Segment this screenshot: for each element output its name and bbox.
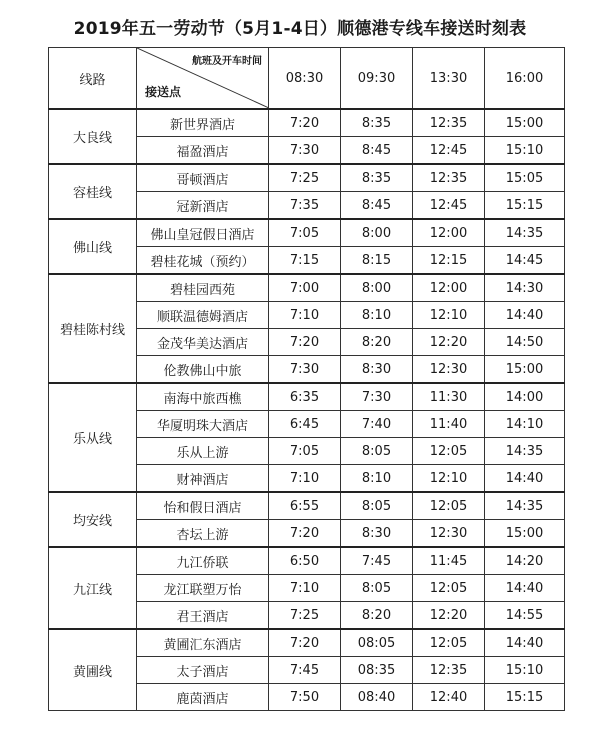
route-line-name: 佛山线	[49, 219, 137, 274]
departure-time-cell: 14:40	[485, 629, 565, 657]
pickup-stop: 南海中旅西樵	[137, 383, 269, 411]
pickup-stop: 财神酒店	[137, 465, 269, 493]
departure-time-cell: 6:50	[269, 547, 341, 575]
departure-time-cell: 8:20	[341, 602, 413, 630]
pickup-stop: 君王酒店	[137, 602, 269, 630]
departure-time-cell: 14:35	[485, 219, 565, 247]
departure-time-cell: 12:20	[413, 329, 485, 356]
departure-time-cell: 14:35	[485, 492, 565, 520]
departure-time-cell: 7:45	[269, 657, 341, 684]
departure-time-cell: 7:10	[269, 575, 341, 602]
header-time-4: 16:00	[485, 48, 565, 110]
departure-time-cell: 14:30	[485, 274, 565, 302]
table-row	[49, 547, 565, 575]
header-diagonal-cell	[137, 48, 269, 110]
departure-time-cell: 7:35	[269, 192, 341, 220]
departure-time-cell: 8:35	[341, 164, 413, 192]
pickup-stop: 碧桂花城（预约）	[137, 247, 269, 275]
departure-time-cell: 7:25	[269, 602, 341, 630]
departure-time-cell: 7:30	[269, 356, 341, 384]
table-row	[49, 629, 565, 657]
departure-time-cell: 12:00	[413, 274, 485, 302]
departure-time-cell: 8:45	[341, 192, 413, 220]
departure-time-cell: 14:20	[485, 547, 565, 575]
route-line-name: 均安线	[49, 492, 137, 547]
table-row	[49, 492, 565, 520]
departure-time-cell: 8:05	[341, 575, 413, 602]
departure-time-cell: 15:10	[485, 137, 565, 165]
departure-time-cell: 12:10	[413, 465, 485, 493]
departure-time-cell: 12:35	[413, 657, 485, 684]
pickup-stop: 乐从上游	[137, 438, 269, 465]
route-line-name: 大良线	[49, 109, 137, 164]
departure-time-cell: 14:00	[485, 383, 565, 411]
pickup-stop: 冠新酒店	[137, 192, 269, 220]
pickup-stop: 金茂华美达酒店	[137, 329, 269, 356]
route-line-name: 黄圃线	[49, 629, 137, 711]
pickup-stop: 黄圃汇东酒店	[137, 629, 269, 657]
pickup-stop: 华厦明珠大酒店	[137, 411, 269, 438]
departure-time-cell: 12:15	[413, 247, 485, 275]
departure-time-cell: 6:55	[269, 492, 341, 520]
departure-time-cell: 12:20	[413, 602, 485, 630]
departure-time-cell: 8:10	[341, 465, 413, 493]
departure-time-cell: 8:20	[341, 329, 413, 356]
departure-time-cell: 12:30	[413, 356, 485, 384]
departure-time-cell: 12:45	[413, 192, 485, 220]
departure-time-cell: 12:05	[413, 575, 485, 602]
route-line-name: 容桂线	[49, 164, 137, 219]
departure-time-cell: 7:20	[269, 520, 341, 548]
pickup-stop: 佛山皇冠假日酒店	[137, 219, 269, 247]
departure-time-cell: 8:10	[341, 302, 413, 329]
departure-time-cell: 12:05	[413, 629, 485, 657]
pickup-stop: 福盈酒店	[137, 137, 269, 165]
pickup-stop: 杏坛上游	[137, 520, 269, 548]
table-row	[49, 383, 565, 411]
departure-time-cell: 08:05	[341, 629, 413, 657]
departure-time-cell: 7:25	[269, 164, 341, 192]
departure-time-cell: 11:45	[413, 547, 485, 575]
departure-time-cell: 15:10	[485, 657, 565, 684]
route-line-name: 九江线	[49, 547, 137, 629]
pickup-stop: 怡和假日酒店	[137, 492, 269, 520]
pickup-stop: 伦教佛山中旅	[137, 356, 269, 384]
table-row	[49, 219, 565, 247]
route-line-name: 碧桂陈村线	[49, 274, 137, 383]
header-time-3: 13:30	[413, 48, 485, 110]
pickup-stop: 碧桂园西苑	[137, 274, 269, 302]
schedule-body	[49, 109, 565, 711]
departure-time-cell: 11:40	[413, 411, 485, 438]
table-row	[49, 274, 565, 302]
departure-time-cell: 14:35	[485, 438, 565, 465]
header-time-2: 09:30	[341, 48, 413, 110]
departure-time-cell: 7:30	[269, 137, 341, 165]
departure-time-cell: 12:05	[413, 492, 485, 520]
departure-time-cell: 14:50	[485, 329, 565, 356]
header-time-1: 08:30	[269, 48, 341, 110]
departure-time-cell: 7:10	[269, 465, 341, 493]
departure-time-cell: 7:15	[269, 247, 341, 275]
departure-time-cell: 8:00	[341, 274, 413, 302]
header-flight-time: 航班及开车时间	[192, 56, 262, 67]
departure-time-cell: 7:05	[269, 438, 341, 465]
departure-time-cell: 7:05	[269, 219, 341, 247]
departure-time-cell: 7:50	[269, 684, 341, 711]
table-row	[49, 109, 565, 137]
route-line-name: 乐从线	[49, 383, 137, 492]
header-row	[49, 48, 565, 110]
departure-time-cell: 12:35	[413, 109, 485, 137]
departure-time-cell: 14:40	[485, 575, 565, 602]
departure-time-cell: 8:30	[341, 356, 413, 384]
page-title: 2019年五一劳动节（5月1-4日）顺德港专线车接送时刻表	[73, 19, 527, 39]
departure-time-cell: 12:00	[413, 219, 485, 247]
pickup-stop: 哥顿酒店	[137, 164, 269, 192]
departure-time-cell: 7:30	[341, 383, 413, 411]
departure-time-cell: 14:45	[485, 247, 565, 275]
departure-time-cell: 8:45	[341, 137, 413, 165]
departure-time-cell: 14:40	[485, 465, 565, 493]
departure-time-cell: 08:35	[341, 657, 413, 684]
departure-time-cell: 12:10	[413, 302, 485, 329]
departure-time-cell: 15:15	[485, 684, 565, 711]
schedule-table	[48, 47, 565, 711]
departure-time-cell: 7:45	[341, 547, 413, 575]
pickup-stop: 新世界酒店	[137, 109, 269, 137]
departure-time-cell: 8:05	[341, 438, 413, 465]
departure-time-cell: 12:40	[413, 684, 485, 711]
departure-time-cell: 7:20	[269, 329, 341, 356]
departure-time-cell: 12:30	[413, 520, 485, 548]
departure-time-cell: 6:45	[269, 411, 341, 438]
pickup-stop: 顺联温德姆酒店	[137, 302, 269, 329]
departure-time-cell: 8:15	[341, 247, 413, 275]
departure-time-cell: 11:30	[413, 383, 485, 411]
departure-time-cell: 15:15	[485, 192, 565, 220]
departure-time-cell: 7:00	[269, 274, 341, 302]
departure-time-cell: 8:30	[341, 520, 413, 548]
departure-time-cell: 15:00	[485, 109, 565, 137]
departure-time-cell: 14:40	[485, 302, 565, 329]
header-pickup-point: 接送点	[145, 85, 182, 99]
departure-time-cell: 6:35	[269, 383, 341, 411]
departure-time-cell: 12:05	[413, 438, 485, 465]
table-row	[49, 164, 565, 192]
departure-time-cell: 15:05	[485, 164, 565, 192]
departure-time-cell: 14:10	[485, 411, 565, 438]
departure-time-cell: 12:45	[413, 137, 485, 165]
departure-time-cell: 8:00	[341, 219, 413, 247]
pickup-stop: 龙江联塑万怡	[137, 575, 269, 602]
departure-time-cell: 7:10	[269, 302, 341, 329]
departure-time-cell: 08:40	[341, 684, 413, 711]
pickup-stop: 九江侨联	[137, 547, 269, 575]
pickup-stop: 太子酒店	[137, 657, 269, 684]
departure-time-cell: 8:05	[341, 492, 413, 520]
departure-time-cell: 7:20	[269, 109, 341, 137]
departure-time-cell: 14:55	[485, 602, 565, 630]
departure-time-cell: 15:00	[485, 356, 565, 384]
departure-time-cell: 15:00	[485, 520, 565, 548]
pickup-stop: 鹿茵酒店	[137, 684, 269, 711]
header-line: 线路	[49, 48, 137, 110]
departure-time-cell: 7:40	[341, 411, 413, 438]
departure-time-cell: 12:35	[413, 164, 485, 192]
departure-time-cell: 7:20	[269, 629, 341, 657]
departure-time-cell: 8:35	[341, 109, 413, 137]
